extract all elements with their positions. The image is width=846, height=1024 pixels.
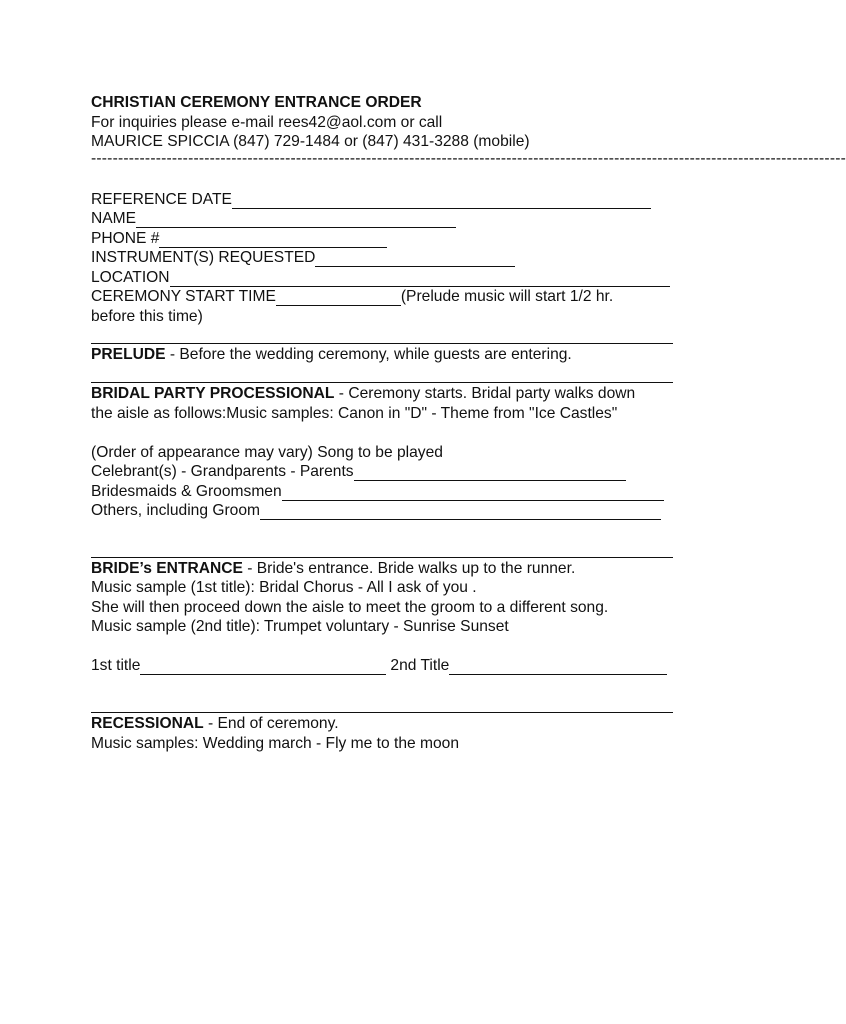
second-title-label: 2nd Title bbox=[390, 657, 450, 674]
order-note: (Order of appearance may vary) Song to be played bbox=[91, 444, 443, 461]
attendants-label: Bridesmaids & Groomsmen bbox=[91, 483, 282, 500]
section-divider bbox=[91, 557, 673, 558]
others-label: Others, including Groom bbox=[91, 502, 261, 519]
form-title: CHRISTIAN CEREMONY ENTRANCE ORDER bbox=[91, 94, 422, 111]
dashed-separator: -------------------------------------------------------------------------------------------------------------------------------------------- bbox=[91, 150, 846, 167]
start-time-row bbox=[91, 287, 613, 306]
recessional-text: - End of ceremony. bbox=[203, 715, 339, 732]
bride-entrance-line bbox=[91, 559, 575, 578]
first-title-label: 1st title bbox=[91, 657, 141, 674]
section-divider bbox=[91, 712, 673, 713]
recessional-samples: Music samples: Wedding march - Fly me to the moon bbox=[91, 735, 460, 752]
reference-date-row bbox=[91, 190, 651, 209]
name-field[interactable] bbox=[136, 212, 456, 228]
instruments-field[interactable] bbox=[315, 251, 515, 267]
phone-row bbox=[91, 229, 387, 248]
bride-entrance-heading: BRIDE’s ENTRANCE bbox=[91, 560, 243, 577]
start-time-note-cont: before this time) bbox=[91, 308, 203, 325]
celebrants-label: Celebrant(s) - Grandparents - Parents bbox=[91, 463, 354, 480]
prelude-text: - Before the wedding ceremony, while guests are entering. bbox=[165, 346, 572, 363]
processional-line bbox=[91, 384, 635, 403]
recessional-heading: RECESSIONAL bbox=[91, 715, 204, 732]
others-field[interactable] bbox=[260, 504, 661, 520]
phone-label: PHONE # bbox=[91, 230, 160, 247]
processional-samples: the aisle as follows:Music samples: Canon in "D" - Theme from "Ice Castles" bbox=[91, 405, 618, 422]
location-label: LOCATION bbox=[91, 269, 170, 286]
location-field[interactable] bbox=[170, 271, 670, 287]
reference-date-field[interactable] bbox=[232, 193, 651, 209]
bride-proceed: She will then proceed down the aisle to meet the groom to a different song. bbox=[91, 599, 609, 616]
second-title-field[interactable] bbox=[449, 659, 667, 675]
start-time-field[interactable] bbox=[276, 290, 401, 306]
processional-text: - Ceremony starts. Bridal party walks down bbox=[334, 385, 636, 402]
titles-row bbox=[91, 656, 667, 675]
reference-date-label: REFERENCE DATE bbox=[91, 191, 232, 208]
instruments-label: INSTRUMENT(S) REQUESTED bbox=[91, 249, 316, 266]
attendants-field[interactable] bbox=[282, 485, 664, 501]
instruments-row bbox=[91, 248, 515, 267]
bride-entrance-text: - Bride's entrance. Bride walks up to the runner. bbox=[242, 560, 576, 577]
prelude-line bbox=[91, 345, 572, 364]
start-time-label: CEREMONY START TIME bbox=[91, 288, 276, 305]
phone-field[interactable] bbox=[159, 232, 387, 248]
bride-sample-2: Music sample (2nd title): Trumpet voluntary - Sunrise Sunset bbox=[91, 618, 509, 635]
celebrants-row bbox=[91, 462, 626, 481]
start-time-note: (Prelude music will start 1/2 hr. bbox=[400, 288, 614, 305]
name-row bbox=[91, 209, 456, 228]
section-divider bbox=[91, 343, 673, 344]
recessional-line bbox=[91, 714, 339, 733]
section-divider bbox=[91, 382, 673, 383]
name-label: NAME bbox=[91, 210, 137, 227]
prelude-heading: PRELUDE bbox=[91, 346, 166, 363]
attendants-row bbox=[91, 482, 664, 501]
celebrants-field[interactable] bbox=[354, 465, 626, 481]
others-row bbox=[91, 501, 661, 520]
bride-sample-1: Music sample (1st title): Bridal Chorus - All I ask of you . bbox=[91, 579, 477, 596]
first-title-field[interactable] bbox=[140, 659, 386, 675]
processional-heading: BRIDAL PARTY PROCESSIONAL bbox=[91, 385, 335, 402]
location-row bbox=[91, 268, 670, 287]
contact-line: MAURICE SPICCIA (847) 729-1484 or (847) 431-3288 (mobile) bbox=[91, 133, 530, 150]
inquiry-line: For inquiries please e-mail rees42@aol.com or call bbox=[91, 114, 443, 131]
